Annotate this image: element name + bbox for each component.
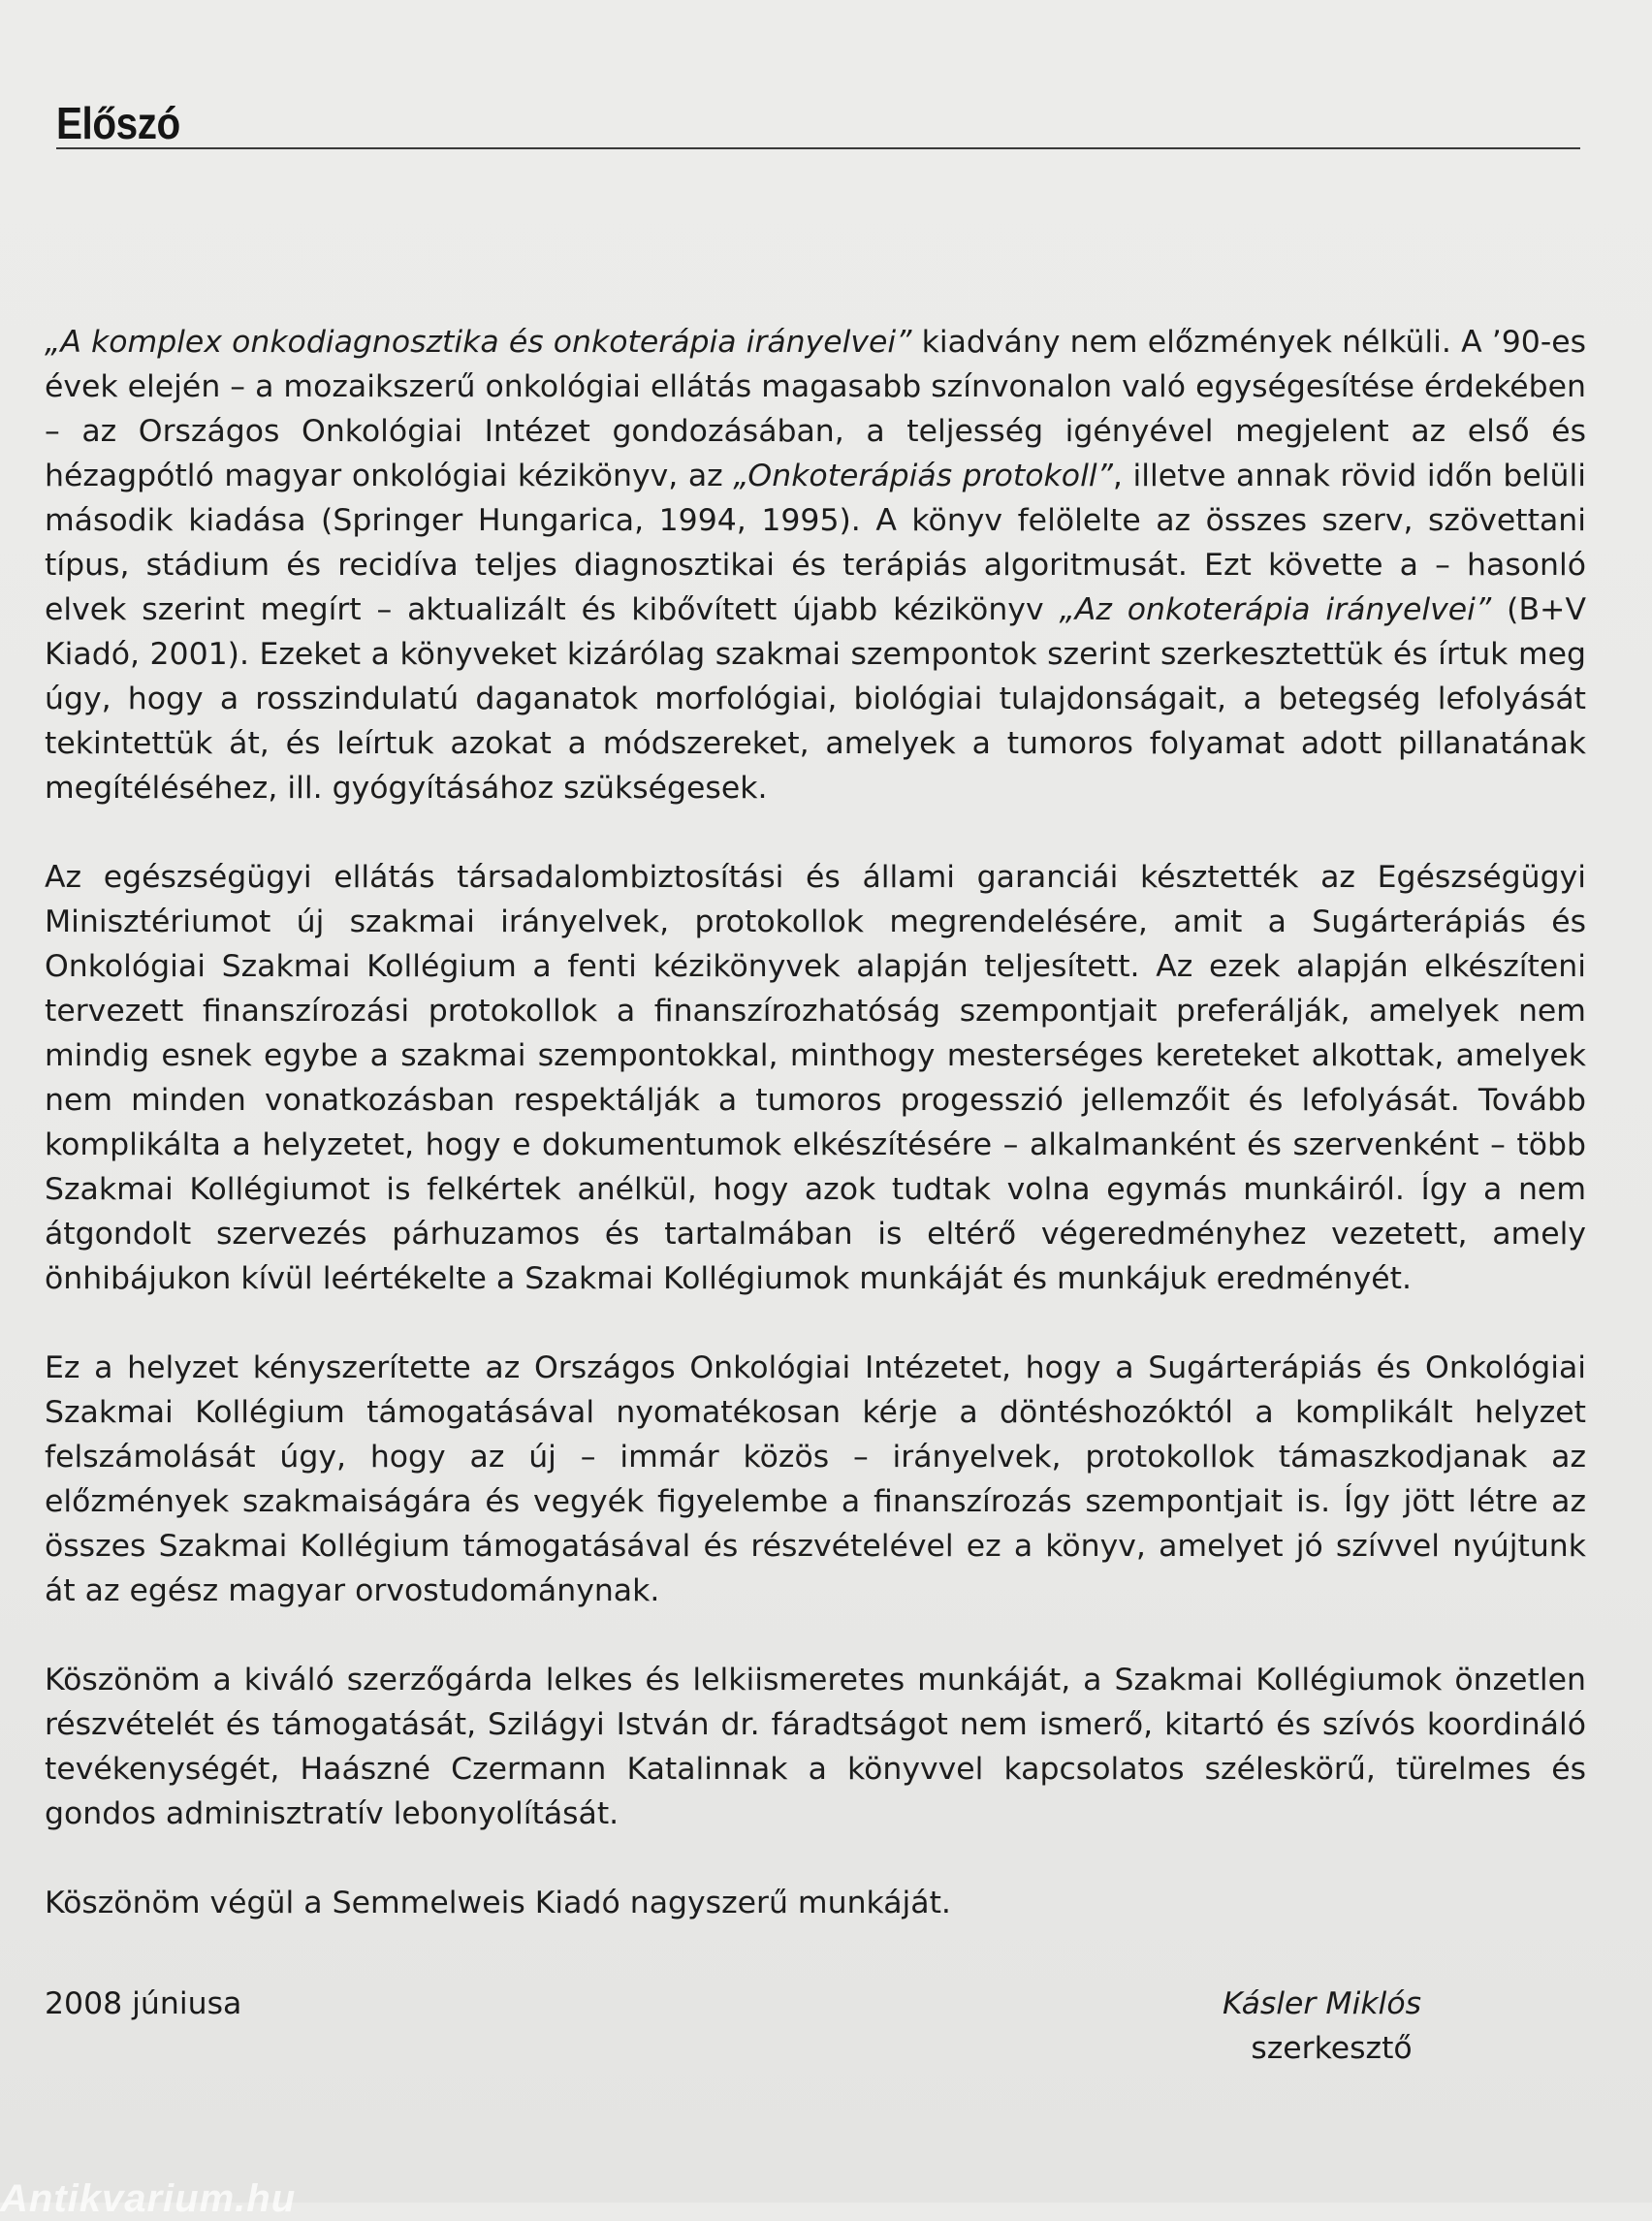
- paragraph-1: [45, 320, 1586, 810]
- page-title: Előszó: [56, 98, 180, 148]
- paragraph-1-text-a: kiadvány nem előzmények nélküli. A ’90-es évek elején – a mozaikszerű onkológiai ellátás magasabb színvonalon való egységesítése érdekében – az Országos Onkológiai Intézet gondozásában, a teljesség igényével megjelent az első és hézagpótló magyar onkológiai kézikönyv, az: [45, 325, 1586, 493]
- paragraph-1-text-b: , illetve annak rövid időn belüli második kiadása (Springer Hungarica, 1994, 1995). A könyv felölelte az összes szerv, szövettani típus, stádium és recidíva teljes diagnosztikai és terápiás algoritmusát. Ezt követte a – hasonló elvek szerint megírt – aktualizált és kibővített újabb kézikönyv: [45, 459, 1586, 627]
- author-signature: [1223, 1982, 1421, 2071]
- paragraph-5: Köszönöm végül a Semmelweis Kiadó nagyszerű munkáját.: [45, 1886, 951, 1920]
- author-role: szerkesztő: [1251, 2031, 1413, 2066]
- author-name: Kásler Miklós: [1223, 1986, 1421, 2021]
- watermark: Antikvarium.hu: [0, 2177, 297, 2220]
- preface-body: [45, 320, 1586, 1925]
- quote-title-1: „A komplex onkodiagnosztika és onkoterápia irányelvei”: [45, 325, 912, 360]
- paragraph-4: Köszönöm a kiváló szerzőgárda lelkes és lelkiismeretes munkáját, a Szakmai Kollégiumok önzetlen részvételét és támogatását, Szilágyi István dr. fáradtságot nem ismerő, kitartó és szívós koordináló tevékenységét, Haászné Czermann Katalinnak a könyvvel kapcsolatos széleskörű, türelmes és gondos adminisztratív lebonyolítását.: [45, 1663, 1586, 1831]
- date-line: 2008 júniusa: [45, 1986, 242, 2021]
- quote-title-3: „Az onkoterápia irányelvei”: [1059, 592, 1492, 627]
- paragraph-2: Az egészségügyi ellátás társadalombiztosítási és állami garanciái késztették az Egészségügyi Minisztériumot új szakmai irányelvek, protokollok megrendelésére, amit a Sugárterápiás és Onkológiai Szakmai Kollégium a fenti kézikönyvek alapján teljesített. Az ezek alapján elkészíteni tervezett finanszírozási protokollok a finanszírozhatóság szempontjait preferálják, amelyek nem mindig esnek egybe a szakmai szempontokkal, minthogy mesterséges kereteket alkottak, amelyek nem minden vonatkozásban respektálják a tumoros progesszió jellemzőit és lefolyását. Tovább komplikálta a helyzetet, hogy e dokumentumok elkészítésére – alkalmanként és szervenként – több Szakmai Kollégiumot is felkértek anélkül, hogy azok tudtak volna egymás munkáiról. Így a nem átgondolt szervezés párhuzamos és tartalmában is eltérő végeredményhez vezetett, amely önhibájukon kívül leértékelte a Szakmai Kollégiumok munkáját és munkájuk eredményét.: [45, 860, 1586, 1296]
- title-divider: [56, 147, 1580, 149]
- paragraph-3: Ez a helyzet kényszerítette az Országos Onkológiai Intézetet, hogy a Sugárterápiás és Onkológiai Szakmai Kollégium támogatásával nyomatékosan kérje a döntéshozóktól a komplikált helyzet felszámolását úgy, hogy az új – immár közös – irányelvek, protokollok támaszkodjanak az előzmények szakmaiságára és vegyék figyelembe a finanszírozás szempontjait is. Így jött létre az összes Szakmai Kollégium támogatásával és részvételével ez a könyv, amelyet jó szívvel nyújtunk át az egész magyar orvostudománynak.: [45, 1350, 1586, 1608]
- quote-title-2: „Onkoterápiás protokoll”: [733, 459, 1113, 493]
- paragraph-1-text-c: (B+V Kiadó, 2001). Ezeket a könyveket kizárólag szakmai szempontok szerint szerkesztettük és írtuk meg úgy, hogy a rosszindulatú daganatok morfológiai, biológiai tulajdonságait, a betegség lefolyását tekintettük át, és leírtuk azokat a módszereket, amelyek a tumoros folyamat adott pillanatának megítéléséhez, ill. gyógyításához szükségesek.: [45, 592, 1586, 806]
